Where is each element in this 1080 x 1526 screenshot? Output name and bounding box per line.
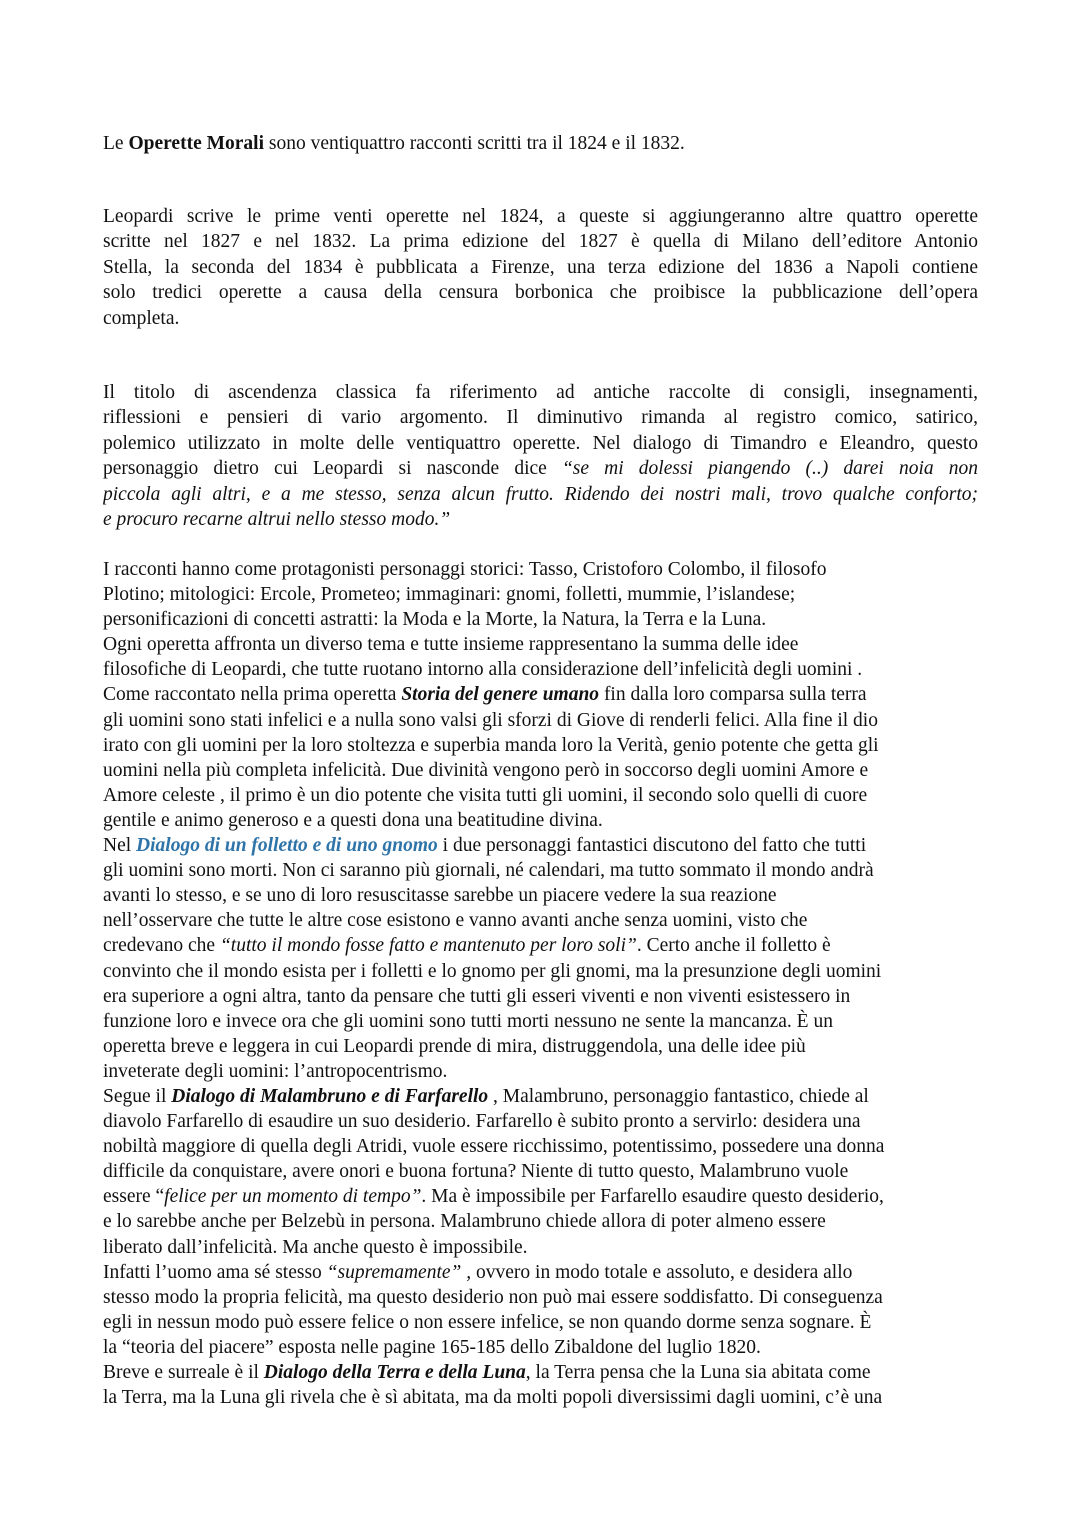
text-segment: solo tredici operette a causa della censura borbonica che proibisce la pubblicazione dell’opera: [103, 282, 978, 304]
text-line: [103, 959, 978, 984]
emphasized-text: Storia del genere umano: [401, 684, 600, 706]
text-line: [103, 1184, 978, 1209]
text-segment: fin dalla loro comparsa sulla terra: [599, 684, 867, 706]
text-segment: la “teoria del piacere” esposta nelle pagine 165-185 dello Zibaldone del luglio 1820.: [103, 1336, 761, 1358]
text-segment: era superiore a ogni altra, tanto da pensare che tutti gli esseri viventi e non viventi esistessero in: [103, 985, 851, 1007]
text-segment: essere “: [103, 1186, 165, 1208]
text-line: [103, 1009, 978, 1034]
text-line: [103, 405, 978, 430]
text-line: [103, 858, 978, 883]
intro-paragraph: [103, 131, 978, 156]
text-line: [103, 632, 978, 657]
text-segment: personificazioni di concetti astratti: la Moda e la Morte, la Natura, la Terra e la Luna.: [103, 609, 767, 631]
editions-paragraph: [103, 204, 978, 331]
text-segment: operetta breve e leggera in cui Leopardi prende di mira, distruggendola, una delle idee più: [103, 1035, 806, 1057]
text-segment: nobiltà maggiore di quella degli Atridi, vuole essere ricchissimo, potentissimo, possedere una donna: [103, 1136, 885, 1158]
text-segment: Plotino; mitologici: Ercole, Prometeo; immaginari: gnomi, folletti, mummie, l’islandese;: [103, 584, 796, 606]
text-line: [103, 1285, 978, 1310]
text-line: [103, 1059, 978, 1084]
text-line: [103, 306, 978, 331]
text-line: [103, 607, 978, 632]
text-segment: Stella, la seconda del 1834 è pubblicata a Firenze, una terza edizione del 1836 a Napoli contiene: [103, 256, 978, 278]
text-line: [103, 808, 978, 833]
text-segment: , Malambruno, personaggio fantastico, chiede al: [488, 1085, 869, 1107]
text-line: [103, 708, 978, 733]
text-line: [103, 1235, 978, 1260]
text-segment: funzione loro e invece ora che gli uomini sono tutti morti nessuno ne sente la mancanza. È un: [103, 1010, 833, 1032]
text-line: [103, 1335, 978, 1360]
text-segment: nell’osservare che tutte le altre cose esistono e vanno avanti anche senza uomini, visto che: [103, 910, 808, 932]
operetta-title-link[interactable]: Dialogo di un folletto e di uno gnomo: [136, 835, 438, 857]
text-segment: liberato dall’infelicità. Ma anche questo è impossibile.: [103, 1236, 528, 1258]
text-line: [103, 682, 978, 707]
text-segment: I racconti hanno come protagonisti personaggi storici: Tasso, Cristoforo Colombo, il filosofo: [103, 559, 827, 580]
text-line: [103, 131, 978, 156]
text-segment: . Certo anche il folletto è: [636, 935, 831, 957]
text-line: [103, 1360, 978, 1385]
text-segment: uomini nella più completa infelicità. Due divinità vengono però in soccorso degli uomini Amore e: [103, 759, 869, 781]
text-line: [103, 783, 978, 808]
emphasized-text: “se mi dolessi piangendo (..) darei noia non: [561, 458, 978, 480]
text-segment: , la Terra pensa che la Luna sia abitata come: [525, 1362, 871, 1383]
emphasized-text: “supremamente” ,: [326, 1261, 472, 1283]
text-line: [103, 204, 978, 229]
text-segment: difficile da conquistare, avere onori e buona fortuna? Niente di tutto questo, Malambruno vuole: [103, 1161, 849, 1183]
text-segment: riflessioni e pensieri di vario argomento. Il diminutivo rimanda al registro comico, satirico,: [103, 407, 978, 429]
text-line: [103, 1260, 978, 1285]
emphasized-text: Dialogo di Malambruno e di Farfarello: [171, 1085, 489, 1107]
text-line: [103, 582, 978, 607]
text-segment: gli uomini sono morti. Non ci saranno più giornali, né calendari, ma tutto sommato il mondo andrà: [103, 860, 874, 882]
text-line: [103, 557, 978, 582]
text-segment: scritte nel 1827 e nel 1832. La prima edizione del 1827 è quella di Milano dell’editore Antonio: [103, 231, 978, 253]
text-segment: Le: [103, 133, 129, 154]
text-line: [103, 758, 978, 783]
title-paragraph: [103, 380, 978, 532]
text-line: [103, 1134, 978, 1159]
text-segment: filosofiche di Leopardi, che tutte ruotano intorno alla considerazione dell’infelicità degli uomini .: [103, 659, 863, 681]
text-segment: la Terra, ma la Luna gli rivela che è sì abitata, ma da molti popoli diversissimi dagli uomini, c’è una: [103, 1387, 883, 1409]
text-segment: . Ma è impossibile per Farfarello esaudire questo desiderio,: [421, 1186, 884, 1208]
text-line: [103, 1084, 978, 1109]
text-segment: i due personaggi fantastici discutono del fatto che tutti: [437, 835, 867, 857]
text-segment: irato con gli uomini per la loro stoltezza e superbia manda loro la Verità, genio potente che getta gli: [103, 734, 879, 756]
text-line: [103, 1209, 978, 1234]
text-line: [103, 1159, 978, 1184]
text-line: [103, 908, 978, 933]
text-line: [103, 933, 978, 958]
text-line: [103, 1385, 978, 1410]
text-segment: avanti lo stesso, e se uno di loro resuscitasse sarebbe un piacere vedere la sua reazione: [103, 885, 777, 907]
text-segment: completa.: [103, 307, 180, 329]
text-segment: Amore celeste , il primo è un dio potente che visita tutti gli uomini, il secondo solo quelli di cuore: [103, 784, 868, 806]
text-segment: e lo sarebbe anche per Belzebù in persona. Malambruno chiede allora di poter almeno essere: [103, 1211, 826, 1233]
text-line: [103, 456, 978, 481]
text-segment: diavolo Farfarello di esaudire un suo desiderio. Farfarello è subito pronto a servirlo: desidera una: [103, 1111, 861, 1133]
text-segment: credevano che: [103, 935, 220, 957]
text-segment: Infatti l’uomo ama sé stesso: [103, 1261, 327, 1283]
emphasized-text: “tutto il mondo fosse fatto e mantenuto per loro soli”: [219, 935, 637, 957]
emphasized-text: Operette Morali: [128, 133, 264, 154]
text-segment: personaggio dietro cui Leopardi si nasconde dice: [103, 458, 562, 480]
text-segment: Il titolo di ascendenza classica fa riferimento ad antiche raccolte di consigli, insegnamenti,: [103, 382, 978, 403]
text-line: [103, 733, 978, 758]
text-line: [103, 280, 978, 305]
text-line: [103, 380, 978, 405]
text-line: [103, 431, 978, 456]
text-line: [103, 255, 978, 280]
text-line: [103, 657, 978, 682]
text-line: [103, 1034, 978, 1059]
text-segment: polemico utilizzato in molte delle ventiquattro operette. Nel dialogo di Timandro e Eleandro, questo: [103, 432, 978, 454]
text-segment: sono ventiquattro racconti scritti tra il 1824 e il 1832.: [264, 133, 685, 154]
text-line: [103, 482, 978, 507]
text-segment: Breve e surreale è il: [103, 1362, 264, 1383]
text-segment: convinto che il mondo esista per i folletti e lo gnomo per gli gnomi, ma la presunzione degli uomini: [103, 960, 882, 982]
text-line: [103, 984, 978, 1009]
emphasized-text: piccola agli altri, e a me stesso, senza alcun frutto. Ridendo dei nostri mali, trovo qualche conforto;: [103, 483, 978, 505]
text-line: [103, 1109, 978, 1134]
stories-paragraph: [103, 557, 978, 1410]
text-segment: Come raccontato nella prima operetta: [103, 684, 402, 706]
emphasized-text: e procuro recarne altrui nello stesso modo.”: [103, 508, 451, 530]
text-line: [103, 229, 978, 254]
emphasized-text: felice per un momento di tempo”: [164, 1186, 422, 1208]
text-segment: inveterate degli uomini: l’antropocentrismo.: [103, 1060, 448, 1082]
text-segment: Segue il: [103, 1085, 172, 1107]
text-line: [103, 833, 978, 858]
emphasized-text: Dialogo della Terra e della Luna: [263, 1362, 526, 1383]
text-segment: Nel: [103, 835, 137, 857]
text-segment: egli in nessun modo può essere felice o non essere infelice, se non quando dorme senza sognare. È: [103, 1311, 872, 1333]
text-line: [103, 1310, 978, 1335]
text-segment: Ogni operetta affronta un diverso tema e tutte insieme rappresentano la summa delle idee: [103, 634, 799, 656]
text-line: [103, 507, 978, 532]
text-segment: Leopardi scrive le prime venti operette nel 1824, a queste si aggiungeranno altre quattro operette: [103, 206, 978, 227]
text-segment: gentile e animo generoso e a questi dona una beatitudine divina.: [103, 809, 603, 831]
text-segment: gli uomini sono stati infelici e a nulla sono valsi gli sforzi di Giove di renderli felici. Alla fine il dio: [103, 709, 878, 731]
text-segment: stesso modo la propria felicità, ma questo desiderio non può mai essere soddisfatto. Di conseguenza: [103, 1286, 883, 1308]
text-segment: ovvero in modo totale e assoluto, e desidera allo: [471, 1261, 853, 1283]
text-line: [103, 883, 978, 908]
